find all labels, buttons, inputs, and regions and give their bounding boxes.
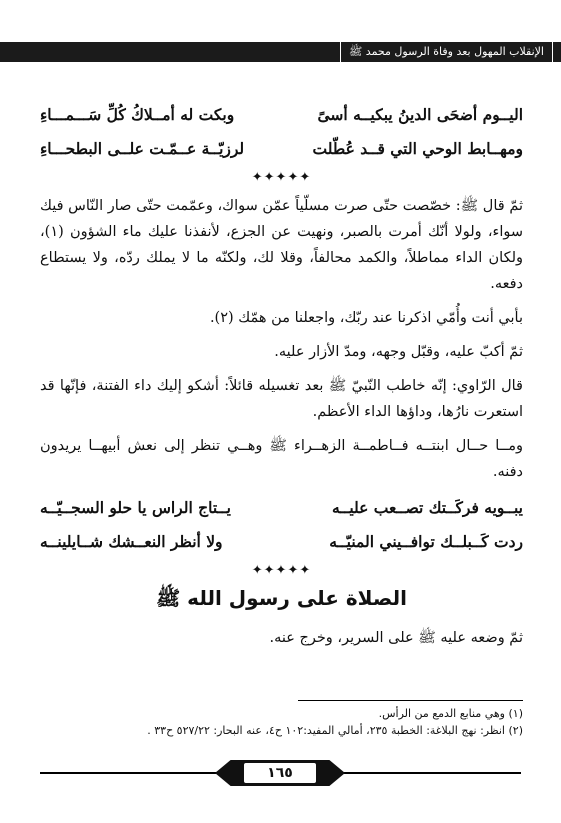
- stars-separator: ✦✦✦✦✦: [251, 563, 312, 578]
- poem-hemistich: اليــوم أضحَى الدينُ يبكيــه أسىً: [317, 105, 523, 124]
- paragraph: ثمّ وضعه عليه ﷺ على السرير، وخرج عنه.: [269, 630, 523, 646]
- footnote: (١) وهي منابع الدمع من الرأس.: [378, 707, 523, 720]
- running-header-title: الإنقلاب المهول بعد وفاة الرسول محمد ﷺ: [340, 42, 553, 62]
- section-heading: الصلاة على رسول الله ﷺ: [156, 586, 407, 610]
- page-number-ornament: [0, 758, 561, 788]
- poem-hemistich: ومهــابط الوحي التي قــد عُطّلت: [312, 139, 523, 158]
- paragraph: ثمّ أكبّ عليه، وقبّل وجهه، ومدّ الأزار عليه.: [274, 344, 523, 360]
- paragraph: قال الرّاوي: إنّه خاطب النّبيّ ﷺ بعد تغسيله قائلاً: أشكو إليك داء الفتنة، فإنّها قد استعرت نارُها، وداؤها الداء الأعظم.: [40, 378, 523, 420]
- page-content: [40, 100, 523, 659]
- paragraph: ومــا حــال ابنتــه فــاطمــة الزهــراء ﷺ وهــي تنظر إلى نعش أبيهــا يريدون دفنه.: [40, 438, 523, 480]
- poem-line: [40, 493, 523, 523]
- footnotes: [40, 700, 523, 739]
- poem-hemistich: ولا أنظر النعــشك شــايلينــه: [40, 532, 223, 551]
- poem-hemistich: وبكت له أمــلاكُ كُلِّ سَـــمـــاءِ: [40, 105, 235, 124]
- poem-block-2: [40, 493, 523, 557]
- poem-block-1: [40, 100, 523, 164]
- footnote-divider: [298, 700, 523, 701]
- paragraph: ثمّ قال ﷺ: خصّصت حتّى صرت مسلّياً عمّن سواك، وعمّمت حتّى صار النّاس فيك سواء، ولولا أنّك أمرت بالصبر، ونهيت عن الجزع، لأنفذنا عليك ماء الشؤون (١)، ولكان الداء مماطلاً، والكمد محالفاً، وقلا لك، ولكنّه ما لا يملك ردّه، ولا يستطاع دفعه.: [40, 198, 523, 292]
- poem-hemistich: ردت كَــبلــك توافــيني المنيّــه: [329, 532, 523, 551]
- paragraph: بأبي أنت وأُمّي اذكرنا عند ربّك، واجعلنا من همّك (٢).: [209, 310, 523, 326]
- poem-hemistich: لرزيّــة عــمّـت علــى البطحـــاءِ: [40, 139, 245, 158]
- running-header-bar: [0, 42, 561, 62]
- footnote: (٢) انظر: نهج البلاغة: الخطبة ٢٣٥، أمالي المفيد:١٠٢ ح٤، عنه البحار: ٥٢٧/٢٢ ح٣٣ .: [147, 724, 523, 737]
- poem-hemistich: يبــويه فركَــتك تصــعب عليــه: [331, 498, 523, 517]
- poem-line: [40, 134, 523, 164]
- page-number: ١٦٥: [244, 763, 316, 783]
- poem-line: [40, 527, 523, 557]
- stars-separator: ✦✦✦✦✦: [251, 170, 312, 185]
- poem-line: [40, 100, 523, 130]
- poem-hemistich: يــتاج الراس يا حلو السجــيّــه: [40, 498, 231, 517]
